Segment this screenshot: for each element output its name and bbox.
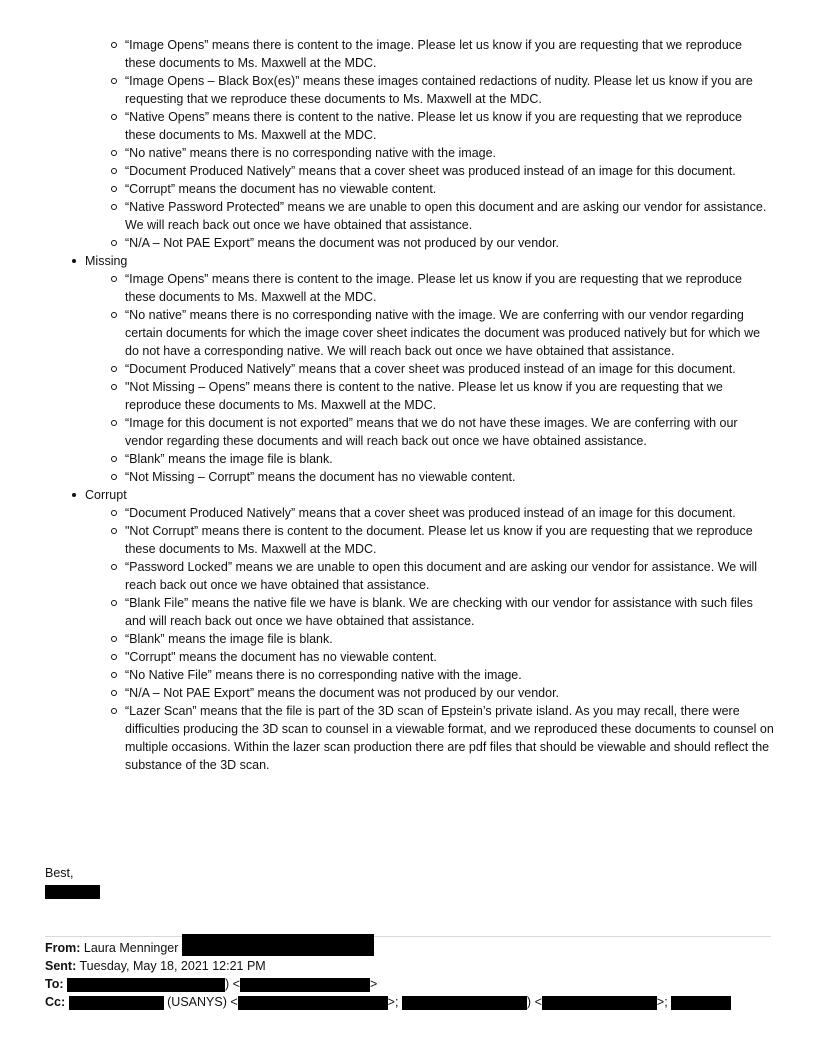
continued-definition-list bbox=[45, 36, 775, 252]
sent-row bbox=[45, 957, 775, 975]
list-item: “N/A – Not PAE Export” means the document was not produced by our vendor. bbox=[45, 684, 775, 702]
list-item: “Not Missing – Corrupt” means the document has no viewable content. bbox=[45, 468, 775, 486]
hollow-bullet-icon bbox=[111, 528, 117, 534]
hollow-bullet-icon bbox=[111, 168, 117, 174]
redaction-block bbox=[67, 978, 225, 992]
hollow-bullet-icon bbox=[111, 186, 117, 192]
email-header bbox=[45, 939, 775, 1011]
cc-org: (USANYS) bbox=[167, 995, 227, 1009]
bullet-icon bbox=[72, 259, 76, 263]
list-item: “Blank” means the image file is blank. bbox=[45, 630, 775, 648]
category-list bbox=[45, 252, 775, 774]
email-body bbox=[45, 36, 775, 774]
hollow-bullet-icon bbox=[111, 456, 117, 462]
sent-value: Tuesday, May 18, 2021 12:21 PM bbox=[79, 959, 266, 973]
cc-row: Cc: (USANYS) < >; ) < >; bbox=[45, 993, 775, 1011]
list-item: "Not Corrupt” means there is content to the document. Please let us know if you are requesting that we reproduce these documents to Ms. Maxwell at the MDC. bbox=[45, 522, 775, 558]
hollow-bullet-icon bbox=[111, 204, 117, 210]
list-item: “Blank File” means the native file we have is blank. We are checking with our vendor for assistance with such files and will reach back out once we have obtained that assistance. bbox=[45, 594, 775, 630]
hollow-bullet-icon bbox=[111, 654, 117, 660]
list-item: "Not Missing – Opens” means there is content to the native. Please let us know if you are requesting that we reproduce these documents to Ms. Maxwell at the MDC. bbox=[45, 378, 775, 414]
hollow-bullet-icon bbox=[111, 708, 117, 714]
redaction-block bbox=[240, 978, 370, 992]
hollow-bullet-icon bbox=[111, 510, 117, 516]
from-name: Laura Menninger bbox=[83, 941, 179, 955]
list-item: “Document Produced Natively” means that a cover sheet was produced instead of an image for this document. bbox=[45, 504, 775, 522]
redaction-block bbox=[671, 996, 731, 1010]
list-item: “Document Produced Natively” means that a cover sheet was produced instead of an image for this document. bbox=[45, 360, 775, 378]
hollow-bullet-icon bbox=[111, 690, 117, 696]
hollow-bullet-icon bbox=[111, 384, 117, 390]
hollow-bullet-icon bbox=[111, 114, 117, 120]
hollow-bullet-icon bbox=[111, 150, 117, 156]
hollow-bullet-icon bbox=[111, 366, 117, 372]
redaction-block bbox=[402, 996, 527, 1010]
list-item: “No native” means there is no corresponding native with the image. bbox=[45, 144, 775, 162]
list-item: “Image Opens – Black Box(es)” means these images contained redactions of nudity. Please let us know if you are requesting that we reproduce these documents to Ms. Maxwell at the MDC. bbox=[45, 72, 775, 108]
from-row bbox=[45, 939, 775, 957]
hollow-bullet-icon bbox=[111, 240, 117, 246]
category-missing bbox=[45, 252, 775, 486]
list-item: “Native Opens” means there is content to the native. Please let us know if you are requesting that we reproduce these documents to Ms. Maxwell at the MDC. bbox=[45, 108, 775, 144]
signoff bbox=[45, 864, 100, 900]
hollow-bullet-icon bbox=[111, 636, 117, 642]
redaction-block bbox=[238, 996, 388, 1010]
redaction-block bbox=[542, 996, 657, 1010]
corrupt-definition-list bbox=[45, 504, 775, 774]
list-item: “Image for this document is not exported” means that we do not have these images. We are conferring with our vendor regarding these documents and will reach back out once we have obtained assistance. bbox=[45, 414, 775, 450]
list-item: “Password Locked” means we are unable to open this document and are asking our vendor for assistance. We will reach back out once we have obtained that assistance. bbox=[45, 558, 775, 594]
redaction-block bbox=[69, 996, 164, 1010]
hollow-bullet-icon bbox=[111, 78, 117, 84]
list-item: “N/A – Not PAE Export” means the document was not produced by our vendor. bbox=[45, 234, 775, 252]
category-title: Corrupt bbox=[85, 488, 127, 502]
sent-label: Sent: bbox=[45, 959, 77, 973]
category-corrupt bbox=[45, 486, 775, 774]
list-item: “No native” means there is no corresponding native with the image. We are conferring with our vendor regarding certain documents for which the image cover sheet indicates the document was produced natively but for which we do not have a corresponding native. We will reach back out once we have obtained that assistance. bbox=[45, 306, 775, 360]
hollow-bullet-icon bbox=[111, 600, 117, 606]
redaction-block bbox=[45, 885, 100, 899]
hollow-bullet-icon bbox=[111, 42, 117, 48]
category-title: Missing bbox=[85, 254, 128, 268]
closing-text: Best, bbox=[45, 866, 74, 880]
redaction-block bbox=[182, 934, 374, 956]
hollow-bullet-icon bbox=[111, 420, 117, 426]
list-item: “Blank” means the image file is blank. bbox=[45, 450, 775, 468]
hollow-bullet-icon bbox=[111, 672, 117, 678]
list-item: “No Native File” means there is no corresponding native with the image. bbox=[45, 666, 775, 684]
from-label: From: bbox=[45, 941, 81, 955]
cc-label: Cc: bbox=[45, 995, 66, 1009]
to-label: To: bbox=[45, 977, 64, 991]
list-item: “Native Password Protected” means we are unable to open this document and are asking our vendor for assistance. We will reach back out once we have obtained that assistance. bbox=[45, 198, 775, 234]
hollow-bullet-icon bbox=[111, 564, 117, 570]
list-item: “Document Produced Natively” means that a cover sheet was produced instead of an image for this document. bbox=[45, 162, 775, 180]
list-item: “Lazer Scan” means that the file is part of the 3D scan of Epstein’s private island. As you may recall, there were difficulties producing the 3D scan to counsel in a viewable format, and we reproduced these documents to counsel on multiple occasions. Within the lazer scan production there are pdf files that should be viewable and should reflect the substance of the 3D scan. bbox=[45, 702, 775, 774]
hollow-bullet-icon bbox=[111, 312, 117, 318]
to-row: To: ) < > bbox=[45, 977, 378, 991]
hollow-bullet-icon bbox=[111, 474, 117, 480]
bullet-icon bbox=[72, 493, 76, 497]
list-item: “Corrupt” means the document has no viewable content. bbox=[45, 180, 775, 198]
missing-definition-list bbox=[45, 270, 775, 486]
divider bbox=[45, 936, 771, 937]
list-item: "Corrupt" means the document has no viewable content. bbox=[45, 648, 775, 666]
hollow-bullet-icon bbox=[111, 276, 117, 282]
list-item: “Image Opens” means there is content to the image. Please let us know if you are requesting that we reproduce these documents to Ms. Maxwell at the MDC. bbox=[45, 270, 775, 306]
list-item: “Image Opens” means there is content to the image. Please let us know if you are requesting that we reproduce these documents to Ms. Maxwell at the MDC. bbox=[45, 36, 775, 72]
